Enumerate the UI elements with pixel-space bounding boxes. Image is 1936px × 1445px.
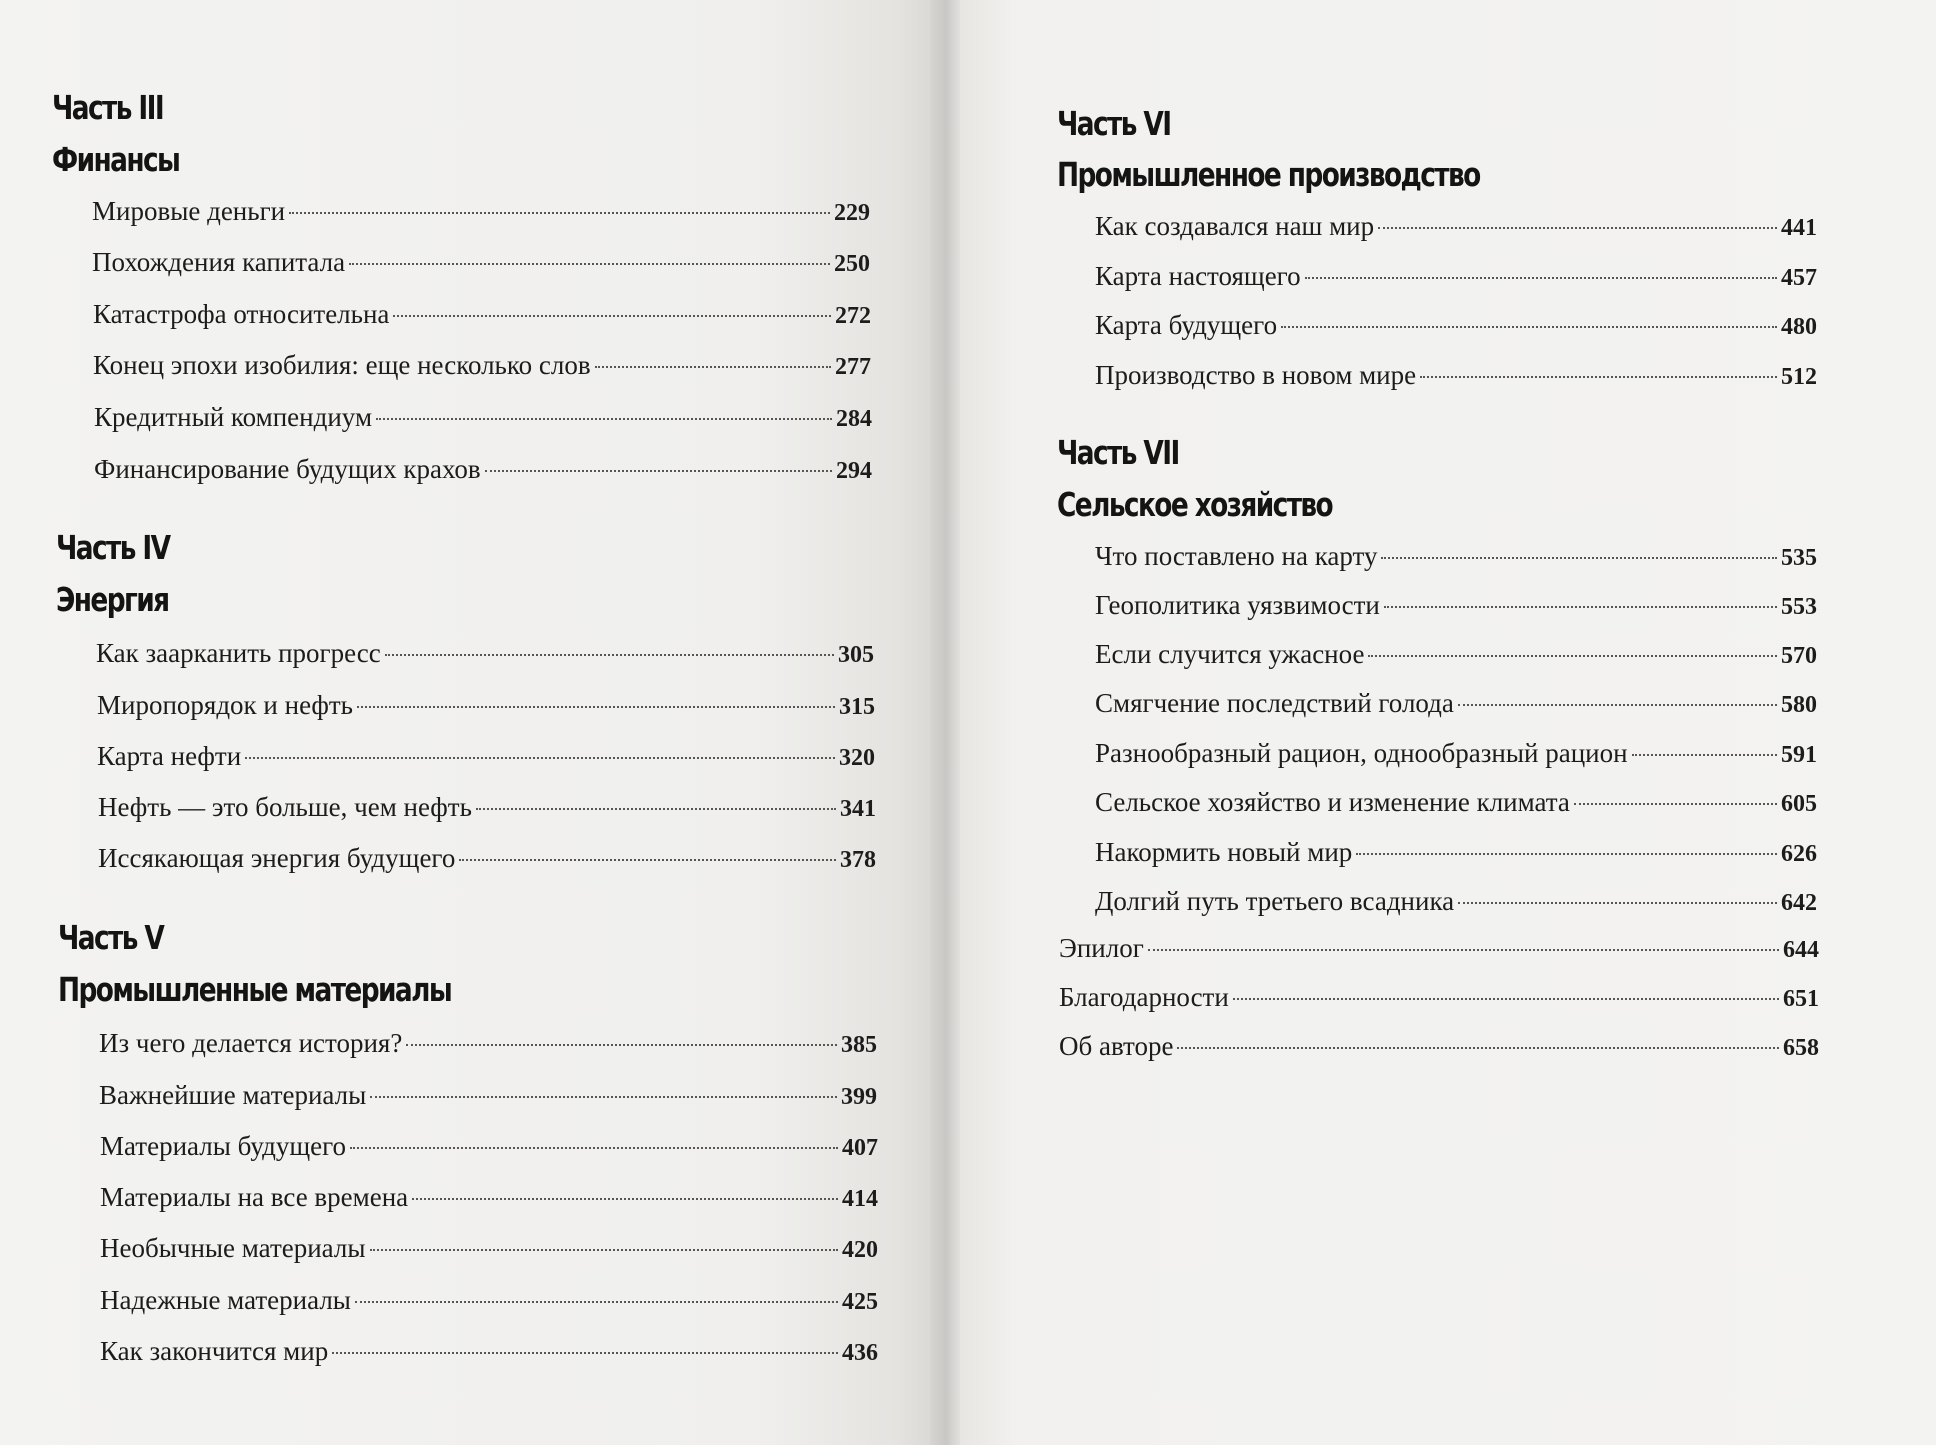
leader-dots — [412, 1198, 838, 1200]
leader-dots — [245, 757, 835, 759]
toc-entry-title: Благодарности — [1059, 982, 1229, 1012]
toc-entry-page: 272 — [835, 303, 871, 329]
leader-dots — [1233, 998, 1779, 1000]
leader-dots — [406, 1044, 837, 1046]
toc-entry-page: 535 — [1781, 545, 1817, 571]
toc-entry-page: 385 — [841, 1032, 877, 1058]
toc-entry-title: Кредитный компендиум — [94, 402, 373, 432]
toc-entry-acknowledgements[interactable] — [1059, 982, 1819, 1018]
leader-dots — [289, 212, 830, 214]
toc-entry[interactable] — [100, 1131, 878, 1167]
toc-entry-title: Из чего делается история? — [99, 1028, 403, 1058]
toc-entry[interactable] — [1095, 688, 1817, 724]
toc-entry-title: Материалы на все времена — [100, 1182, 409, 1212]
toc-entry-title: Карта будущего — [1095, 310, 1278, 340]
toc-entry-title: Карта настоящего — [1095, 261, 1301, 291]
toc-entry-title: Производство в новом мире — [1095, 360, 1417, 390]
toc-entry-page: 626 — [1781, 841, 1817, 867]
toc-entry[interactable] — [98, 792, 876, 828]
leader-dots — [1458, 704, 1777, 706]
leader-dots — [1356, 853, 1777, 855]
toc-entry-title: Необычные материалы — [100, 1233, 366, 1263]
toc-entry-title: Как закончится мир — [100, 1336, 329, 1366]
part-label: Часть III — [52, 88, 164, 127]
toc-entry-page: 378 — [840, 847, 876, 873]
toc-entry[interactable] — [100, 1182, 878, 1218]
toc-entry-page: 457 — [1781, 265, 1817, 291]
part-name: Энергия — [56, 580, 169, 619]
toc-entry[interactable] — [100, 1336, 878, 1372]
leader-dots — [1384, 606, 1777, 608]
toc-entry[interactable] — [99, 1028, 877, 1064]
part-name: Финансы — [52, 140, 180, 179]
toc-entry-title: Мировые деньги — [92, 196, 286, 226]
toc-entry-page: 436 — [842, 1340, 878, 1366]
toc-entry[interactable] — [1095, 310, 1817, 346]
leader-dots — [1148, 949, 1779, 951]
part-name: Промышленные материалы — [58, 970, 452, 1009]
part-label: Часть IV — [56, 528, 170, 567]
part-label: Часть V — [58, 918, 164, 957]
toc-entry-page: 399 — [841, 1084, 877, 1110]
leader-dots — [459, 859, 836, 861]
left-page — [0, 0, 945, 1445]
toc-entry[interactable] — [1095, 837, 1817, 873]
toc-entry[interactable] — [93, 350, 871, 386]
toc-entry-page: 658 — [1783, 1035, 1819, 1061]
leader-dots — [370, 1249, 838, 1251]
leader-dots — [1368, 655, 1777, 657]
toc-entry-page: 441 — [1781, 215, 1817, 241]
toc-entry-title: Накормить новый мир — [1095, 837, 1353, 867]
toc-entry[interactable] — [99, 1080, 877, 1116]
leader-dots — [485, 470, 832, 472]
leader-dots — [1420, 376, 1777, 378]
toc-entry-title: Конец эпохи изобилия: еще несколько слов — [93, 350, 591, 380]
toc-entry-page: 591 — [1781, 742, 1817, 768]
part-name: Сельское хозяйство — [1057, 485, 1333, 524]
toc-entry-page: 553 — [1781, 594, 1817, 620]
part-label: Часть VII — [1057, 433, 1179, 472]
toc-entry-title: Важнейшие материалы — [99, 1080, 367, 1110]
toc-entry-title: Долгий путь третьего всадника — [1095, 886, 1455, 916]
toc-entry-page: 320 — [839, 745, 875, 771]
toc-entry[interactable] — [1095, 787, 1817, 823]
toc-entry[interactable] — [1095, 886, 1817, 922]
toc-entry[interactable] — [100, 1285, 878, 1321]
leader-dots — [1378, 227, 1777, 229]
toc-entry-page: 341 — [840, 796, 876, 822]
leader-dots — [385, 654, 834, 656]
toc-entry-page: 605 — [1781, 791, 1817, 817]
toc-entry[interactable] — [1095, 211, 1817, 247]
toc-entry[interactable] — [100, 1233, 878, 1269]
toc-entry-page: 284 — [836, 406, 872, 432]
toc-entry-title: Катастрофа относительна — [93, 299, 390, 329]
toc-entry[interactable] — [94, 402, 872, 438]
toc-entry-page: 644 — [1783, 937, 1819, 963]
leader-dots — [476, 808, 836, 810]
right-page — [960, 0, 1936, 1445]
toc-entry[interactable] — [98, 843, 876, 879]
toc-entry-title: Эпилог — [1059, 933, 1144, 963]
leader-dots — [355, 1301, 838, 1303]
toc-entry-page: 277 — [835, 354, 871, 380]
toc-entry-page: 570 — [1781, 643, 1817, 669]
toc-entry-title: Смягчение последствий голода — [1095, 688, 1454, 718]
toc-entry[interactable] — [97, 741, 875, 777]
toc-entry-about-author[interactable] — [1059, 1031, 1819, 1067]
toc-entry-epilogue[interactable] — [1059, 933, 1819, 969]
toc-entry[interactable] — [96, 638, 874, 674]
toc-entry-title: Надежные материалы — [100, 1285, 351, 1315]
leader-dots — [350, 1147, 838, 1149]
toc-entry-page: 250 — [834, 251, 870, 277]
leader-dots — [1281, 326, 1777, 328]
leader-dots — [332, 1352, 838, 1354]
toc-entry-page: 229 — [834, 200, 870, 226]
toc-entry[interactable] — [97, 690, 875, 726]
toc-entry-page: 305 — [838, 642, 874, 668]
toc-entry-title: Что поставлено на карту — [1095, 541, 1378, 571]
toc-entry-title: Иссякающая энергия будущего — [98, 843, 456, 873]
toc-entry-page: 294 — [836, 458, 872, 484]
toc-entry-title: Как создавался наш мир — [1095, 211, 1375, 241]
toc-entry-title: Нефть — это больше, чем нефть — [98, 792, 472, 822]
leader-dots — [595, 366, 831, 368]
leader-dots — [1574, 803, 1777, 805]
leader-dots — [1305, 277, 1777, 279]
toc-entry-title: Карта нефти — [97, 741, 242, 771]
part-label: Часть VI — [1057, 104, 1171, 143]
leader-dots — [393, 315, 831, 317]
leader-dots — [1177, 1047, 1779, 1049]
leader-dots — [357, 706, 835, 708]
toc-entry-title: Как заарканить прогресс — [96, 638, 381, 668]
toc-entry-page: 414 — [842, 1186, 878, 1212]
toc-entry[interactable] — [1095, 738, 1817, 774]
toc-entry[interactable] — [1095, 261, 1817, 297]
toc-entry[interactable] — [1095, 541, 1817, 577]
toc-entry[interactable] — [94, 454, 872, 490]
toc-entry-page: 642 — [1781, 890, 1817, 916]
toc-entry[interactable] — [1095, 639, 1817, 675]
toc-entry-page: 651 — [1783, 986, 1819, 1012]
leader-dots — [1458, 902, 1777, 904]
toc-entry[interactable] — [1095, 590, 1817, 626]
leader-dots — [370, 1096, 837, 1098]
toc-entry[interactable] — [93, 299, 871, 335]
toc-entry-title: Геополитика уязвимости — [1095, 590, 1380, 620]
part-name: Промышленное производство — [1057, 155, 1480, 194]
toc-entry-title: Об авторе — [1059, 1031, 1174, 1061]
toc-entry-page: 512 — [1781, 364, 1817, 390]
leader-dots — [1381, 557, 1777, 559]
toc-entry-page: 420 — [842, 1237, 878, 1263]
toc-entry-title: Миропорядок и нефть — [97, 690, 353, 720]
toc-entry-page: 407 — [842, 1135, 878, 1161]
toc-entry-title: Сельское хозяйство и изменение климата — [1095, 787, 1570, 817]
toc-entry-page: 480 — [1781, 314, 1817, 340]
leader-dots — [376, 418, 832, 420]
toc-entry-title: Если случится ужасное — [1095, 639, 1365, 669]
toc-entry-page: 425 — [842, 1289, 878, 1315]
toc-entry-page: 315 — [839, 694, 875, 720]
toc-entry-title: Финансирование будущих крахов — [94, 454, 481, 484]
toc-entry-page: 580 — [1781, 692, 1817, 718]
toc-entry-title: Разнообразный рацион, однообразный рацион — [1095, 738, 1628, 768]
toc-entry[interactable] — [1095, 360, 1817, 396]
toc-entry-title: Материалы будущего — [100, 1131, 347, 1161]
toc-entry[interactable] — [92, 196, 870, 232]
leader-dots — [349, 263, 830, 265]
toc-entry[interactable] — [92, 247, 870, 283]
leader-dots — [1632, 754, 1777, 756]
toc-entry-title: Похождения капитала — [92, 247, 346, 277]
